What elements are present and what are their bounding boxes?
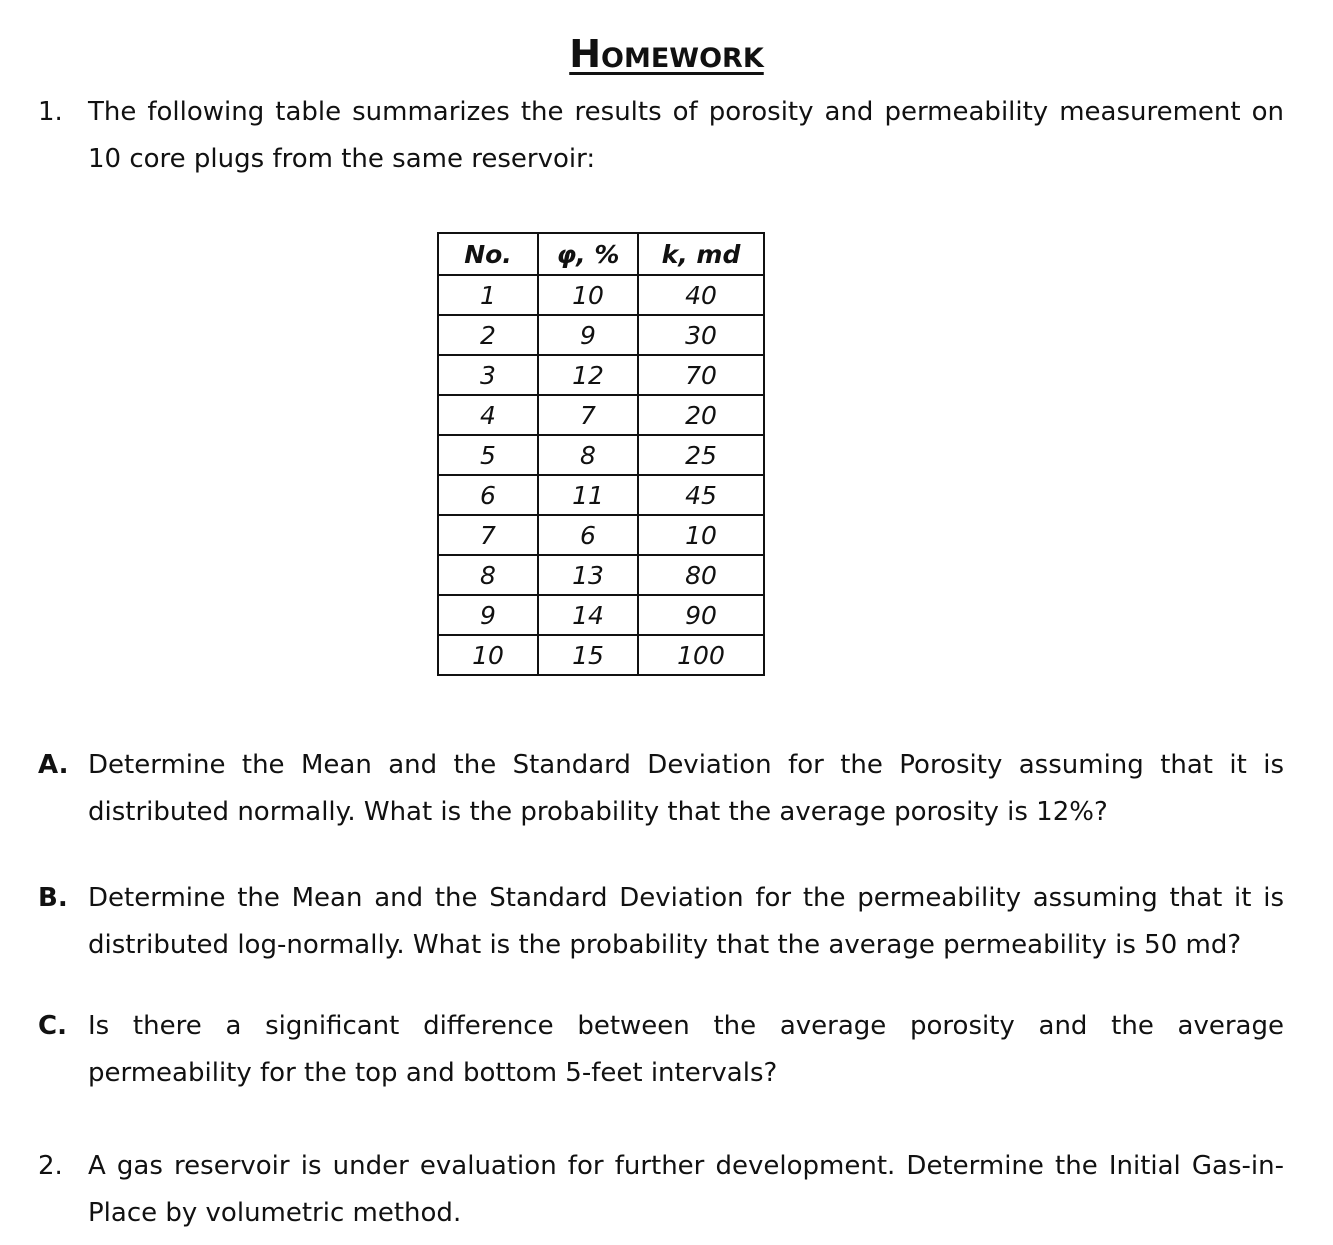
table-cell-permeability: 10 xyxy=(638,515,764,555)
table-row xyxy=(438,555,764,595)
page-title: Homework xyxy=(569,32,764,76)
table-cell-porosity: 6 xyxy=(538,515,638,555)
question-2-text: A gas reservoir is under evaluation for further development. Determine the Initial Gas-in-Place by volumetric method. xyxy=(88,1151,1284,1228)
table-cell-permeability: 90 xyxy=(638,595,764,635)
part-a-label: A. xyxy=(38,750,69,780)
part-a-text: Determine the Mean and the Standard Deviation for the Porosity assuming that it is distributed normally. What is the probability that the average porosity is 12%? xyxy=(88,750,1284,827)
part-b-label: B. xyxy=(38,883,68,913)
question-2-number: 2. xyxy=(38,1151,63,1181)
table-row xyxy=(438,595,764,635)
table-cell-no: 5 xyxy=(438,435,538,475)
table-cell-porosity: 8 xyxy=(538,435,638,475)
table-cell-no: 9 xyxy=(438,595,538,635)
table-cell-permeability: 80 xyxy=(638,555,764,595)
table-cell-permeability: 20 xyxy=(638,395,764,435)
table-cell-porosity: 9 xyxy=(538,315,638,355)
table-cell-no: 8 xyxy=(438,555,538,595)
table-cell-permeability: 25 xyxy=(638,435,764,475)
table-cell-no: 7 xyxy=(438,515,538,555)
table-cell-porosity: 10 xyxy=(538,275,638,315)
table-cell-porosity: 15 xyxy=(538,635,638,675)
table-row xyxy=(438,315,764,355)
table-row xyxy=(438,435,764,475)
table-cell-no: 3 xyxy=(438,355,538,395)
table-cell-no: 4 xyxy=(438,395,538,435)
part-c-label: C. xyxy=(38,1011,67,1041)
column-header-no: No. xyxy=(438,233,538,275)
table-cell-permeability: 100 xyxy=(638,635,764,675)
table-row xyxy=(438,275,764,315)
part-b-text: Determine the Mean and the Standard Deviation for the permeability assuming that it is distributed log-normally. What is the probability that the average permeability is 50 md? xyxy=(88,883,1284,960)
table-row xyxy=(438,395,764,435)
table-cell-no: 6 xyxy=(438,475,538,515)
table-cell-permeability: 30 xyxy=(638,315,764,355)
table-cell-no: 10 xyxy=(438,635,538,675)
table-row xyxy=(438,475,764,515)
table-cell-porosity: 13 xyxy=(538,555,638,595)
table-cell-porosity: 12 xyxy=(538,355,638,395)
question-1-text: The following table summarizes the results of porosity and permeability measurement on 10 core plugs from the same reservoir: xyxy=(88,97,1284,174)
table-row xyxy=(438,635,764,675)
table-row xyxy=(438,515,764,555)
column-header-permeability: k, md xyxy=(638,233,764,275)
table-cell-permeability: 45 xyxy=(638,475,764,515)
table-cell-porosity: 14 xyxy=(538,595,638,635)
table-cell-porosity: 7 xyxy=(538,395,638,435)
table-cell-no: 2 xyxy=(438,315,538,355)
question-1-number: 1. xyxy=(38,97,63,127)
table-row xyxy=(438,355,764,395)
table-cell-permeability: 70 xyxy=(638,355,764,395)
part-c-text: Is there a significant difference between the average porosity and the average permeability for the top and bottom 5-feet intervals? xyxy=(88,1011,1284,1088)
column-header-porosity: φ, % xyxy=(538,233,638,275)
table-cell-no: 1 xyxy=(438,275,538,315)
table-cell-porosity: 11 xyxy=(538,475,638,515)
table-cell-permeability: 40 xyxy=(638,275,764,315)
core-plug-table xyxy=(437,232,765,676)
table-header-row xyxy=(438,233,764,275)
